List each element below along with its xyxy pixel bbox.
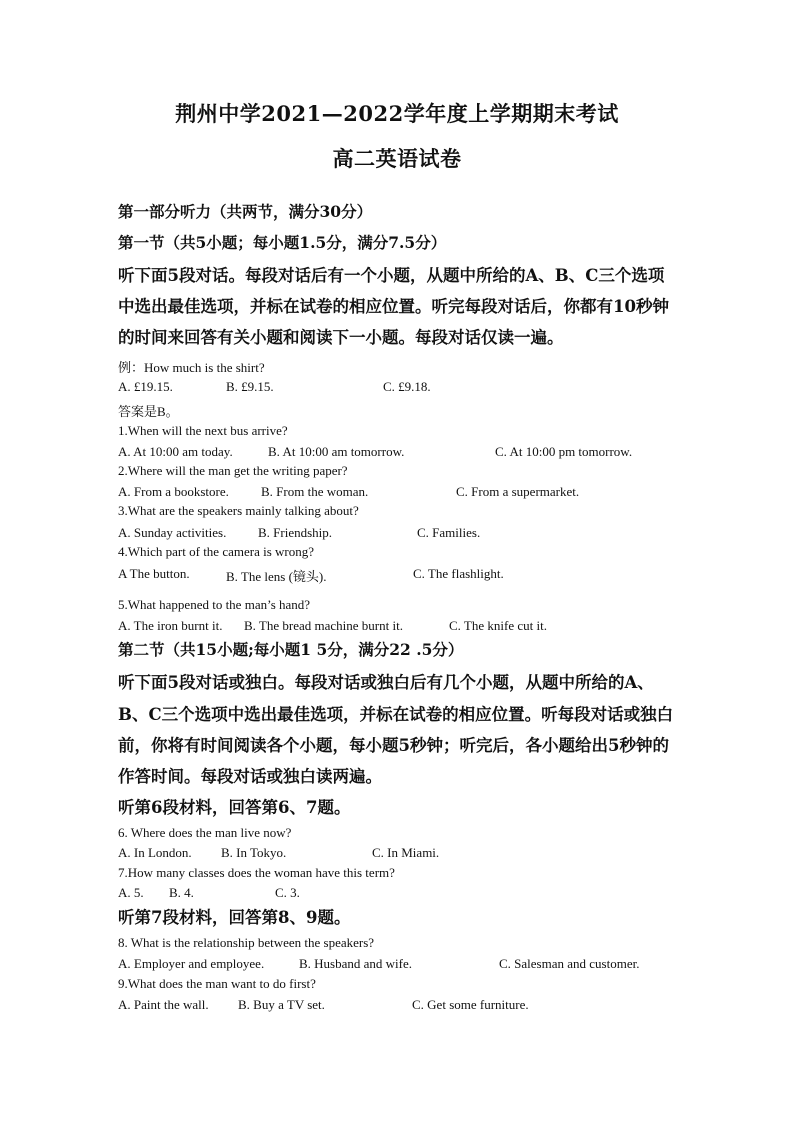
q9-option-a: A. Paint the wall. [118,997,209,1012]
q4-option-a: A The button. [118,566,190,581]
question-2: 2.Where will the man get the writing paper? [118,463,348,478]
q6-option-c: C. In Miami. [372,845,440,860]
q5-option-b: B. The bread machine burnt it. [244,618,403,633]
exam-subtitle: 高二英语试卷 [332,146,462,171]
q6-option-a: A. In London. [118,845,192,860]
section2-instruction-line: 听下面5段对话或独白。每段对话或独白后有几个小题，从题中所给的A、 [118,673,654,692]
question-1: 1.When will the next bus arrive? [118,423,288,438]
q1-option-a: A. At 10:00 am today. [118,444,233,459]
section2-instruction-line: 前，你将有时间阅读各个小题，每小题5秒钟；听完后，各小题给出5秒钟的 [118,736,669,755]
example-option-a: A. £19.15. [118,379,173,394]
section1-instruction-line: 听下面5段对话。每段对话后有一个小题，从题中所给的A、B、C三个选项 [118,266,665,285]
question-3: 3.What are the speakers mainly talking about? [118,503,359,518]
q2-option-b: B. From the woman. [261,484,369,499]
q6-option-b: B. In Tokyo. [221,845,287,860]
section1-instruction-line: 中选出最佳选项，并标在试卷的相应位置。听完每段对话后，你都有10秒钟 [118,297,669,316]
q9-option-b: B. Buy a TV set. [238,997,325,1012]
question-7: 7.How many classes does the woman have this term? [118,865,395,880]
q8-option-a: A. Employer and employee. [118,956,265,971]
example-option-b: B. £9.15. [226,379,274,394]
question-8: 8. What is the relationship between the speakers? [118,935,375,950]
q7-option-b: B. 4. [169,885,194,900]
q3-option-c: C. Families. [417,525,481,540]
q2-option-c: C. From a supermarket. [456,484,580,499]
section1-heading: 第一节（共5小题；每小题1.5分，满分7.5分） [118,233,447,252]
exam-title: 荆州中学2021—2022学年度上学期期末考试 [175,101,619,126]
q9-option-c: C. Get some furniture. [412,997,529,1012]
example-option-c: C. £9.18. [383,379,431,394]
question-6: 6. Where does the man live now? [118,825,292,840]
part1-heading: 第一部分听力（共两节，满分30分） [118,202,373,221]
q7-option-a: A. 5. [118,885,144,900]
q8-option-b: B. Husband and wife. [299,956,413,971]
section2-instruction-line: B、C三个选项中选出最佳选项，并标在试卷的相应位置。听每段对话或独白 [118,705,674,724]
q2-option-a: A. From a bookstore. [118,484,229,499]
section2-heading: 第二节（共15小题;每小题1 5分，满分22 .5分） [118,640,464,659]
material7-heading: 听第7段材料，回答第8、9题。 [118,908,351,927]
question-9: 9.What does the man want to do first? [118,976,316,991]
example-question: 例：How much is the shirt? [118,360,265,375]
q7-option-c: C. 3. [275,885,300,900]
question-4: 4.Which part of the camera is wrong? [118,544,315,559]
q3-option-b: B. Friendship. [258,525,333,540]
q3-option-a: A. Sunday activities. [118,525,227,540]
material6-heading: 听第6段材料，回答第6、7题。 [118,798,351,817]
q1-option-c: C. At 10:00 pm tomorrow. [495,444,633,459]
section2-instruction-line: 作答时间。每段对话或独白读两遍。 [118,767,382,786]
q4-option-c: C. The flashlight. [413,566,504,581]
q1-option-b: B. At 10:00 am tomorrow. [268,444,405,459]
q5-option-c: C. The knife cut it. [449,618,547,633]
section1-instruction-line: 的时间来回答有关小题和阅读下一小题。每段对话仅读一遍。 [118,328,564,347]
q4-option-b: B. The lens (镜头). [226,569,327,584]
example-answer: 答案是B。 [118,404,179,419]
q5-option-a: A. The iron burnt it. [118,618,223,633]
q8-option-c: C. Salesman and customer. [499,956,640,971]
question-5: 5.What happened to the man’s hand? [118,597,311,612]
